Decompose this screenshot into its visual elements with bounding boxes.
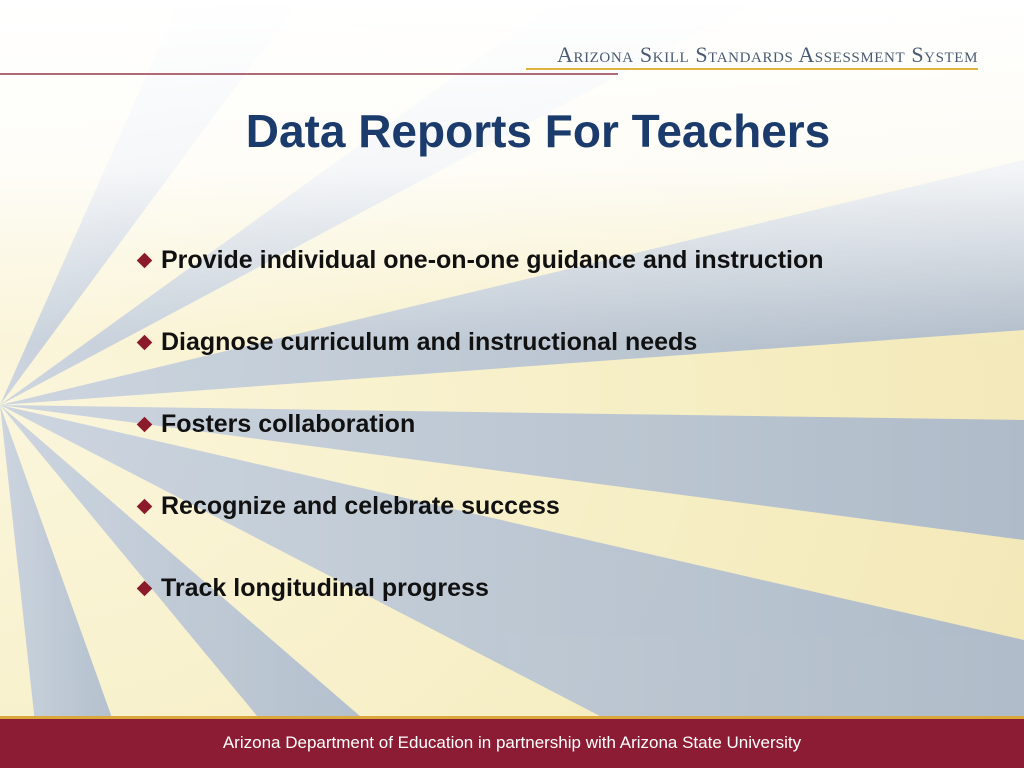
bullet-item bbox=[136, 314, 824, 396]
bullet-item bbox=[136, 232, 824, 314]
bullet-text: Track longitudinal progress bbox=[161, 573, 489, 602]
diamond-bullet-icon bbox=[137, 498, 153, 514]
bullet-text: Fosters collaboration bbox=[161, 409, 416, 438]
footer-text: Arizona Department of Education in partnership with Arizona State University bbox=[222, 733, 802, 752]
diamond-bullet-icon bbox=[137, 580, 153, 596]
header-rule bbox=[0, 73, 618, 75]
bullet-item bbox=[136, 478, 824, 560]
diamond-bullet-icon bbox=[137, 416, 153, 432]
bullet-text: Provide individual one-on-one guidance and instruction bbox=[161, 245, 824, 274]
bullet-item bbox=[136, 396, 824, 478]
diamond-bullet-icon bbox=[137, 334, 153, 350]
bullet-list bbox=[136, 232, 824, 642]
footer-bar bbox=[0, 716, 1024, 768]
brand-wordmark: Arizona Skill Standards Assessment System bbox=[556, 42, 978, 67]
bullet-text: Diagnose curriculum and instructional needs bbox=[161, 327, 698, 356]
bullet-item bbox=[136, 560, 824, 642]
bullet-text: Recognize and celebrate success bbox=[161, 491, 560, 520]
brand-underline bbox=[526, 68, 978, 70]
slide-title: Data Reports For Teachers bbox=[245, 105, 831, 157]
diamond-bullet-icon bbox=[137, 252, 153, 268]
